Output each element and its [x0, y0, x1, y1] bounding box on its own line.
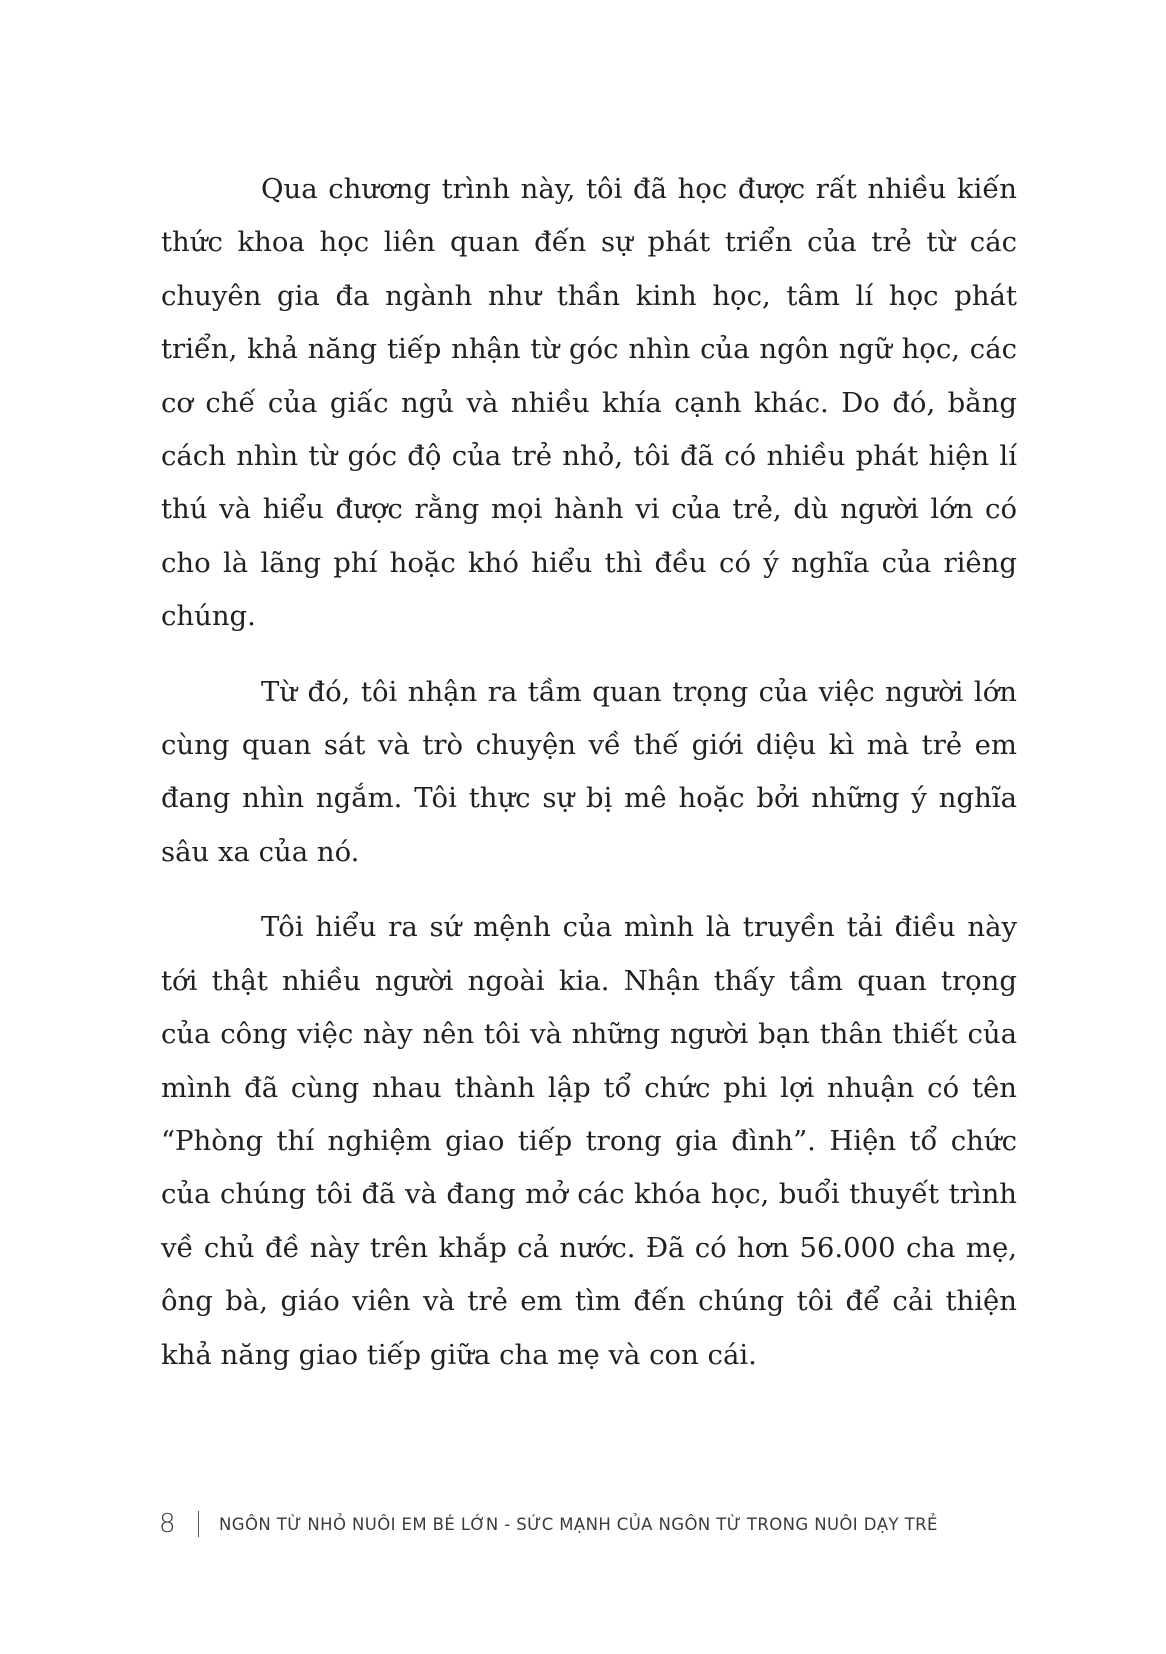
paragraph: Qua chương trình này, tôi đã học được rất nhiều kiến thức khoa học liên quan đến sự phát triển của trẻ từ các chuyên gia đa ngành như thần kinh học, tâm lí học phát triển, khả năng tiếp nhận từ góc nhìn của ngôn ngữ học, các cơ chế của giấc ngủ và nhiều khía cạnh khác. Do đó, bằng cách nhìn từ góc độ của trẻ nhỏ, tôi đã có nhiều phát hiện lí thú và hiểu được rằng mọi hành vi của trẻ, dù người lớn có cho là lãng phí hoặc khó hiểu thì đều có ý nghĩa của riêng chúng. [161, 173, 1017, 633]
paragraph: Tôi hiểu ra sứ mệnh của mình là truyền tải điều này tới thật nhiều người ngoài kia. Nhận thấy tầm quan trọng của công việc này nên tôi và những người bạn thân thiết của mình đã cùng nhau thành lập tổ chức phi lợi nhuận có tên “Phòng thí nghiệm giao tiếp trong gia đình”. Hiện tổ chức của chúng tôi đã và đang mở các khóa học, buổi thuyết trình về chủ đề này trên khắp cả nước. Đã có hơn 56.000 cha mẹ, ông bà, giáo viên và trẻ em tìm đến chúng tôi để cải thiện khả năng giao tiếp giữa cha mẹ và con cái. [161, 911, 1017, 1371]
footer-separator [198, 1511, 200, 1537]
body-text [161, 163, 1017, 1382]
running-title: NGÔN TỪ NHỎ NUÔI EM BÉ LỚN - SỨC MẠNH CỦA NGÔN TỪ TRONG NUÔI DẠY TRẺ [219, 1514, 938, 1534]
page-number: 8 [159, 1509, 176, 1539]
paragraph: Từ đó, tôi nhận ra tầm quan trọng của việc người lớn cùng quan sát và trò chuyện về thế giới diệu kì mà trẻ em đang nhìn ngắm. Tôi thực sự bị mê hoặc bởi những ý nghĩa sâu xa của nó. [161, 675, 1017, 868]
page-footer [159, 1509, 938, 1539]
